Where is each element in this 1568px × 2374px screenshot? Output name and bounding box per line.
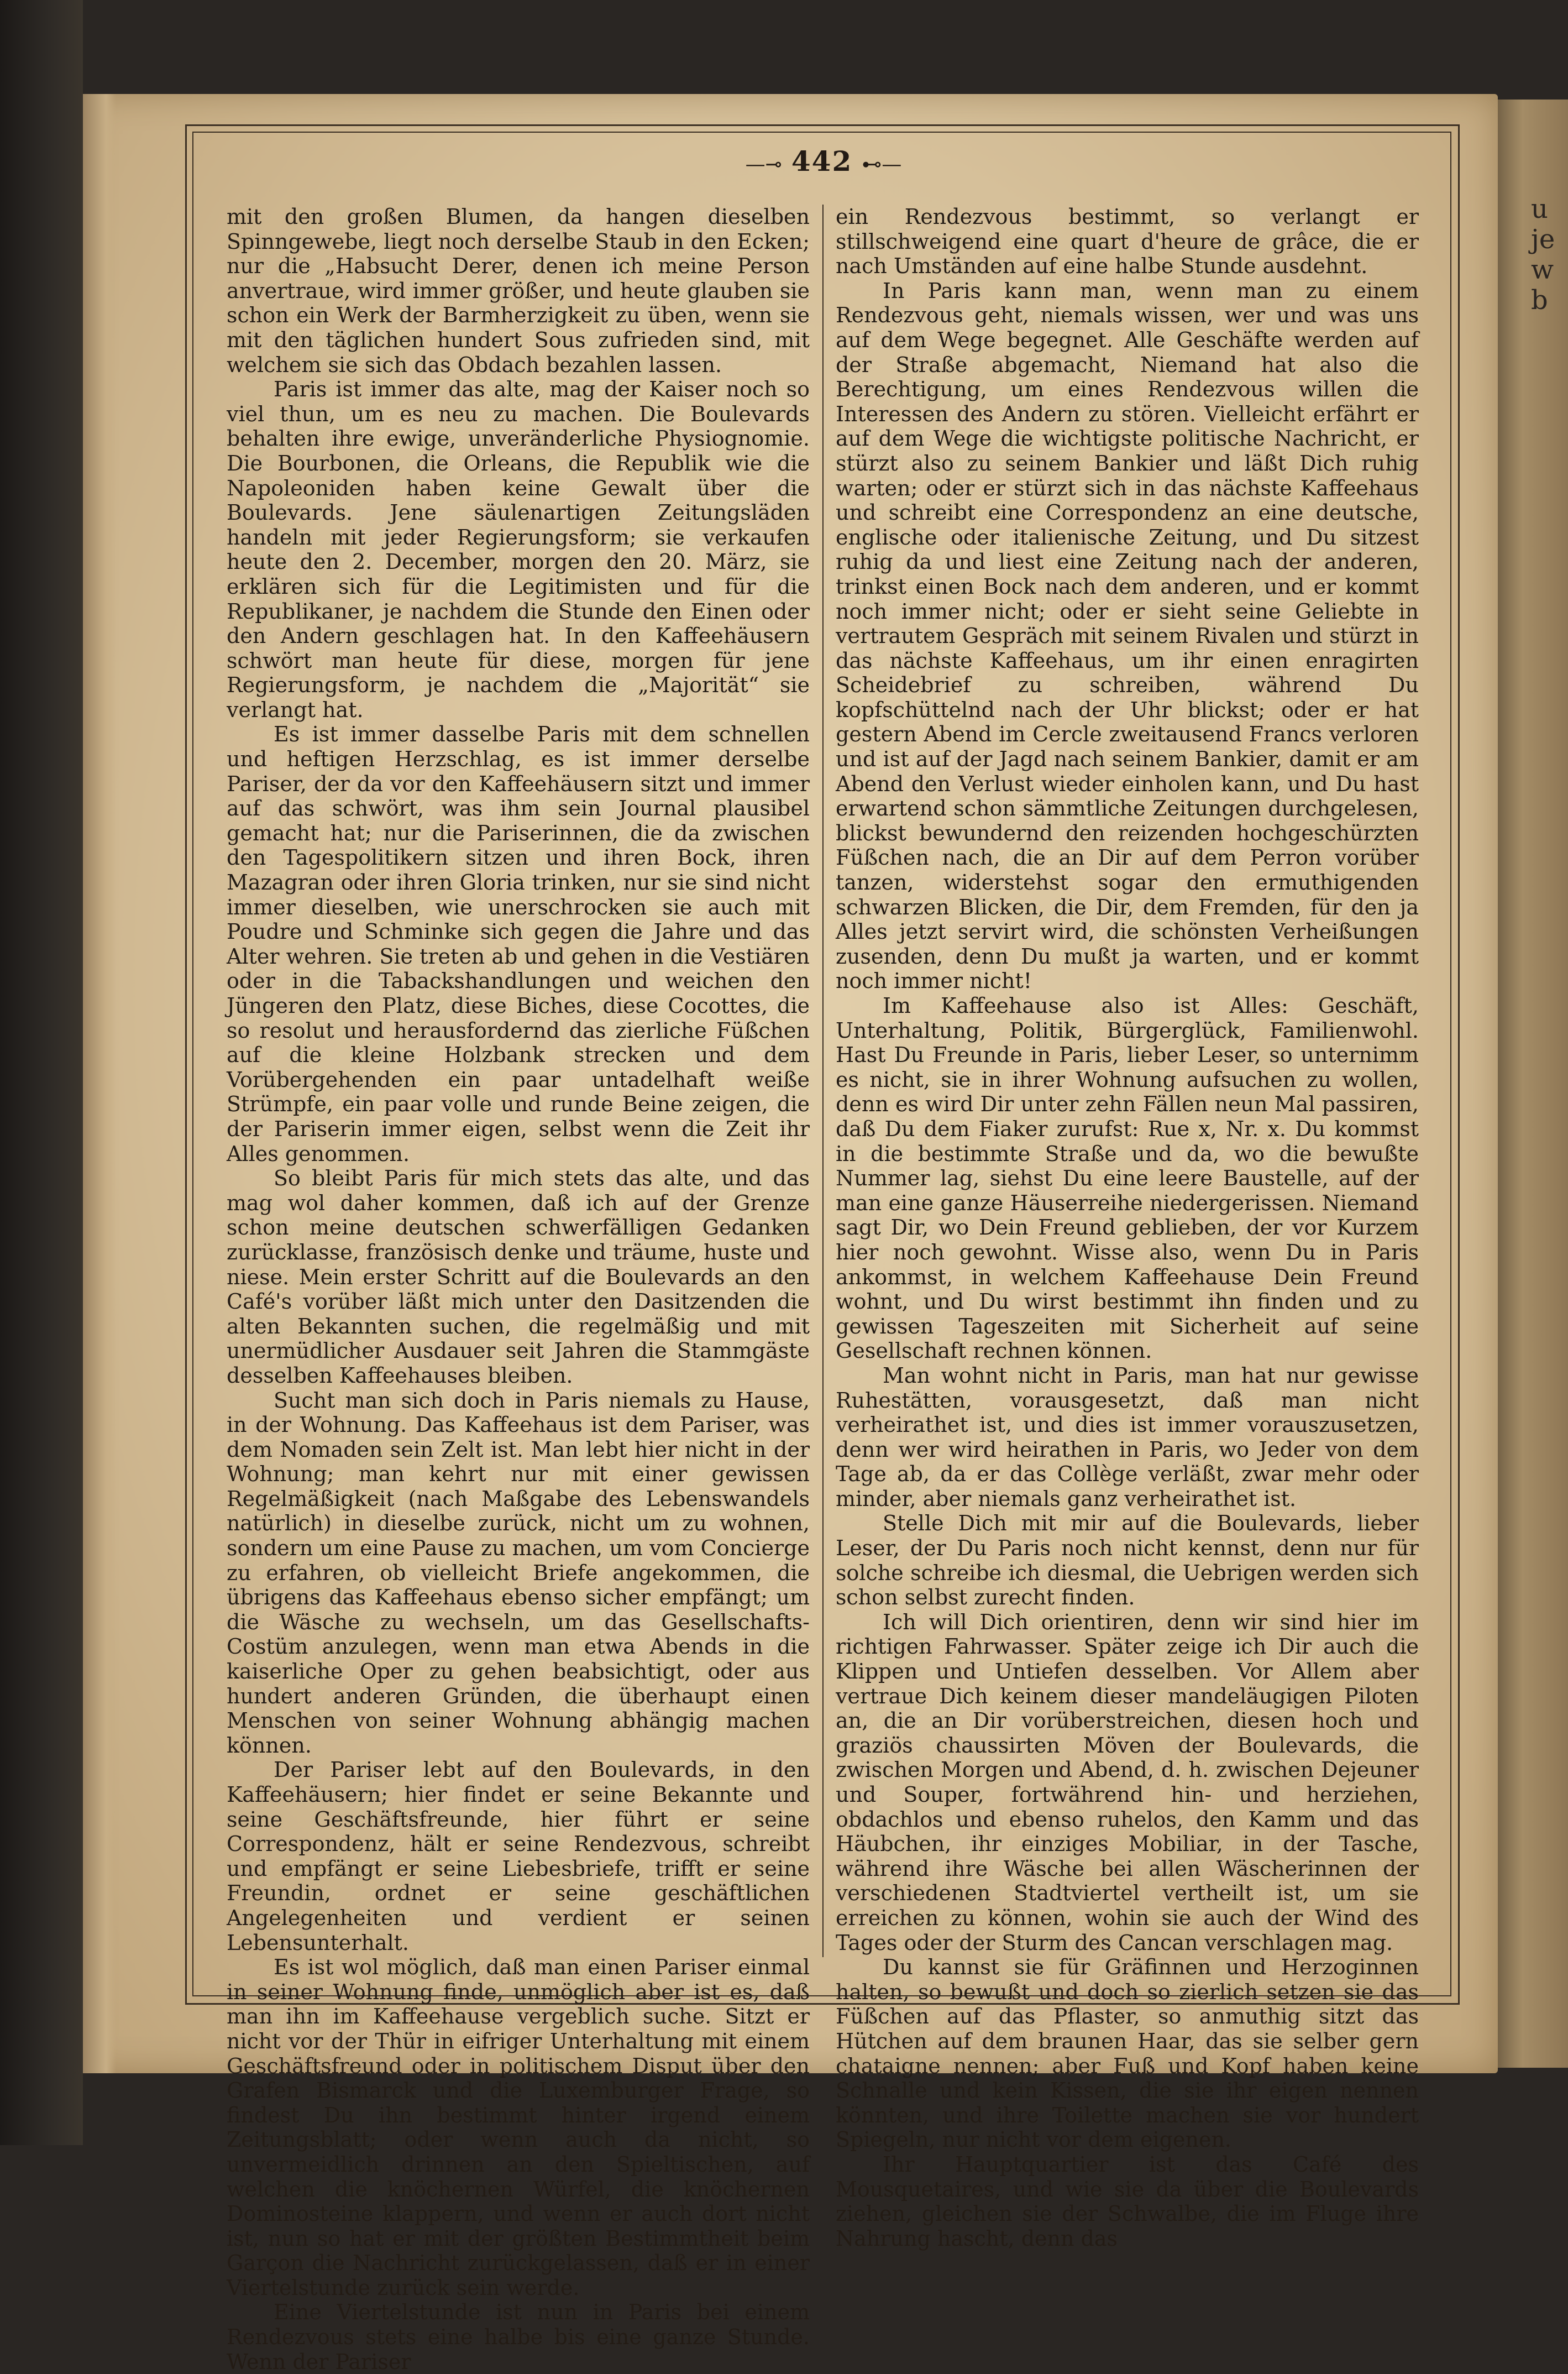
adjacent-page-fragment: w [1531,254,1554,285]
ornament-right: ⊷— [862,153,902,176]
paragraph: Eine Viertelstunde ist nun in Paris bei einem Rendezvous stets eine halbe bis eine ganze Stunde. Wenn der Pariser [227,2300,810,2374]
adjacent-page-fragment: je [1531,224,1555,255]
text-column-left [227,205,810,2374]
adjacent-page-fragment: u [1531,194,1548,224]
paragraph: In Paris kann man, wenn man zu einem Rendezvous geht, niemals wissen, wer und was uns auf dem Wege begegnet. Alle Geschäfte werden auf der Straße abgemacht, Niemand hat also die Berechtigung, um eines Rendezvous willen die Interessen des Andern zu stören. Vielleicht erfährt er auf dem Wege die wichtigste politische Nachricht, er stürzt also zu seinem Bankier und läßt Dich ruhig warten; oder er stürzt sich in das nächste Kaffeehaus und schreibt eine Correspondenz an eine deutsche, englische oder italienische Zeitung, und Du sitzest ruhig da und liest eine Zeitung nach der anderen, trinkst einen Bock nach dem anderen, und er kommt noch immer nicht; oder er sieht seine Geliebte in vertrautem Gespräch mit seinem Rivalen und stürzt in das nächste Kaffeehaus, um ihr einen enragirten Scheidebrief zu schreiben, während Du kopfschüttelnd nach der Uhr blickst; oder er hat gestern Abend im Cercle zweitausend Francs verloren und ist auf der Jagd nach seinem Bankier, damit er am Abend den Verlust wieder einholen kann, und Du hast erwartend schon sämmtliche Zeitungen durchgelesen, blickst bewundernd den reizenden hochgeschürzten Füßchen nach, die an Dir auf dem Perron vorüber tanzen, widerstehst sogar den ermuthigenden schwarzen Blicken, die Dir, dem Fremden, für den ja Alles jetzt servirt wird, die schönsten Verheißungen zusenden, denn Du mußt ja warten, und er kommt noch immer nicht! [836,278,1419,993]
page-header [707,145,940,195]
paragraph: Es ist immer dasselbe Paris mit dem schnellen und heftigen Herzschlag, es ist immer derselbe Pariser, der da vor den Kaffeehäusern sitzt und immer auf das schwört, was ihm sein Journal plausibel gemacht hat; nur die Pariserinnen, die da zwischen den Tagespolitikern sitzen und ihren Bock, ihren Mazagran oder ihren Gloria trinken, nur sie sind nicht immer dieselben, wie unerschrocken sie auch mit Poudre und Schminke sich gegen die Jahre und das Alter wehren. Sie treten ab und gehen in die Vestiären oder in die Tabackshandlungen und weichen den Jüngeren den Platz, diese Biches, diese Cocottes, die so resolut und herausfordernd das zierliche Füßchen auf die kleine Holzbank strecken und dem Vorübergehenden ein paar untadelhaft weiße Strümpfe, ein paar volle und runde Beine zeigen, die der Pariserin immer eigen, selbst wenn die Zeit ihr Alles genommen. [227,722,810,1166]
paragraph: Stelle Dich mit mir auf die Boulevards, lieber Leser, der Du Paris noch nicht kennst, denn nur für solche schreibe ich diesmal, die Uebrigen werden sich schon selbst zurecht finden. [836,1511,1419,1610]
paragraph: ein Rendezvous bestimmt, so verlangt er stillschweigend eine quart d'heure de grâce, die er nach Umständen auf eine halbe Stunde ausdehnt. [836,205,1419,279]
paragraph: Ihr Hauptquartier ist das Café des Mousquetaires, und wie sie da über die Boulevards ziehen, gleichen sie der Schwalbe, die im Fluge ihre Nahrung hascht, denn das [836,2152,1419,2251]
page-number: 442 [791,145,853,177]
paragraph: Ich will Dich orientiren, denn wir sind hier im richtigen Fahrwasser. Später zeige ich Dir auch die Klippen und Untiefen desselben. Vor Allem aber vertraue Dich keinem dieser mandeläugigen Piloten an, die an Dir vorüberstreichen, diesen hoch und graziös chaussirten Möven der Boulevards, die zwischen Morgen und Abend, d. h. zwischen Dejeuner und Souper, fortwährend hin- und herziehen, obdachlos und ebenso ruhelos, den Kamm und das Häubchen, ihr einziges Mobiliar, in der Tasche, während ihre Wäsche bei allen Wäscherinnen der verschiedenen Stadtviertel vertheilt ist, um sie erreichen zu können, wohin sie auch der Wind des Tages oder der Sturm des Cancan verschlagen mag. [836,1609,1419,1955]
page-stack-edge [83,94,116,2073]
paragraph: Man wohnt nicht in Paris, man hat nur gewisse Ruhestätten, vorausgesetzt, daß man nicht verheirathet ist, und dies ist immer vorauszusetzen, denn wer wird heirathen in Paris, wo Jeder von dem Tage ab, da er das Collège verläßt, zwar mehr oder minder, aber niemals ganz verheirathet ist. [836,1363,1419,1511]
paragraph: Der Pariser lebt auf den Boulevards, in den Kaffeehäusern; hier findet er seine Bekannte und seine Geschäftsfreunde, hier führt er seine Correspondenz, hält er seine Rendezvous, schreibt und empfängt er seine Liebesbriefe, trifft er seine Freundin, ordnet er seine geschäftlichen Angelegenheiten und verdient er seinen Lebensunterhalt. [227,1758,810,1955]
paragraph: So bleibt Paris für mich stets das alte, und das mag wol daher kommen, daß ich auf der Grenze schon meine deutschen schwerfälligen Gedanken zurücklasse, französisch denke und träume, huste und niese. Mein erster Schritt auf die Boulevards an den Café's vorüber läßt mich unter den Dasitzenden die alten Bekannten suchen, die regelmäßig und mit unermüdlicher Ausdauer seit Jahren die Stammgäste desselben Kaffeehauses bleiben. [227,1166,810,1388]
paragraph: Im Kaffeehause also ist Alles: Geschäft, Unterhaltung, Politik, Bürgerglück, Familienwohl. Hast Du Freunde in Paris, lieber Leser, so unternimm es nicht, sie in ihrer Wohnung aufsuchen zu wollen, denn es wird Dir unter zehn Fällen neun Mal passiren, daß Du dem Fiaker zurufst: Rue x, Nr. x. Du kommst in die bestimmte Straße und da, wo die bewußte Nummer lag, siehst Du eine leere Baustelle, auf der man eine ganze Häuserreihe niedergerissen. Niemand sagt Dir, wo Dein Freund geblieben, der vor Kurzem hier noch gewohnt. Wisse also, wenn Du in Paris ankommst, in welchem Kaffeehause Dein Freund wohnt, und Du wirst bestimmt ihn finden und zu gewissen Tageszeiten mit Sicherheit auf seine Gesellschaft rechnen können. [836,993,1419,1363]
ornament-left: —⊸ [745,153,782,176]
adjacent-page-fragment: b [1531,285,1548,316]
paragraph: Paris ist immer das alte, mag der Kaiser noch so viel thun, um es neu zu machen. Die Boulevards behalten ihre ewige, unveränderliche Physiognomie. Die Bourbonen, die Orleans, die Republik wie die Napoleoniden haben keine Gewalt über die Boulevards. Jene säulenartigen Zeitungsläden handeln mit jeder Regierungsform; sie verkaufen heute den 2. December, morgen den 20. März, sie erklären sich für die Legitimisten und für die Republikaner, je nachdem die Stunde den Einen oder den Andern geschlagen hat. In den Kaffeehäusern schwört man heute für diese, morgen für jene Regierungsform, je nachdem die „Majorität“ sie verlangt hat. [227,377,810,722]
paragraph: Sucht man sich doch in Paris niemals zu Hause, in der Wohnung. Das Kaffeehaus ist dem Pariser, was dem Nomaden sein Zelt ist. Man lebt hier nicht in der Wohnung; man kehrt nur mit einer gewissen Regelmäßigkeit (nach Maßgabe des Lebenswandels natürlich) in dieselbe zurück, nicht um zu wohnen, sondern um eine Pause zu machen, um vom Concierge zu erfahren, ob vielleicht Briefe angekommen, die übrigens das Kaffeehaus ebenso sicher empfängt; um die Wäsche zu wechseln, um das Gesellschafts-Costüm anzulegen, wenn man etwa Abends in die kaiserliche Oper zu gehen beabsichtigt, oder aus hundert anderen Gründen, die überhaupt einen Menschen von seiner Wohnung abhängig machen können. [227,1388,810,1758]
adjacent-page-edge [1492,100,1568,2068]
paragraph: mit den großen Blumen, da hangen dieselben Spinngewebe, liegt noch derselbe Staub in den Ecken; nur die „Habsucht Derer, denen ich meine Person anvertraue, wird immer größer, und heute glauben sie schon ein Werk der Barmherzigkeit zu üben, wenn sie mit den täglichen hundert Sous zufrieden sind, mit welchem sie sich das Obdach bezahlen lassen. [227,205,810,377]
book-binding [0,0,83,2145]
paragraph: Es ist wol möglich, daß man einen Pariser einmal in seiner Wohnung finde, unmöglich aber ist es, daß man ihn im Kaffeehause vergeblich suche. Sitzt er nicht vor der Thür in eifriger Unterhaltung mit einem Geschäftsfreund oder in politischem Disput über den Grafen Bismarck und die Luxemburger Frage, so findest Du ihn bestimmt hinter irgend einem Zeitungsblatt; oder wenn auch da nicht, so unvermeidlich drinnen an den Spieltischen, auf welchen die knöchernen Würfel, die knöchernen Dominosteine klappern, und wenn er auch dort nicht ist, nun so hat er mit der größten Bestimmtheit beim Garçon die Nachricht zurückgelassen, daß er in einer Viertelstunde zurück sein werde. [227,1955,810,2300]
column-divider [822,205,824,1957]
paragraph: Du kannst sie für Gräfinnen und Herzoginnen halten, so bewußt und doch so zierlich setzen sie das Füßchen auf das Pflaster, so anmuthig sitzt das Hütchen auf dem braunen Haar, das sie selber gern chataigne nennen; aber Fuß und Kopf haben keine Schnalle und kein Kissen, die sie ihr eigen nennen könnten, und ihre Toilette machen sie vor hundert Spiegeln, nur nicht vor dem eigenen. [836,1955,1419,2152]
text-column-right [836,205,1419,2251]
